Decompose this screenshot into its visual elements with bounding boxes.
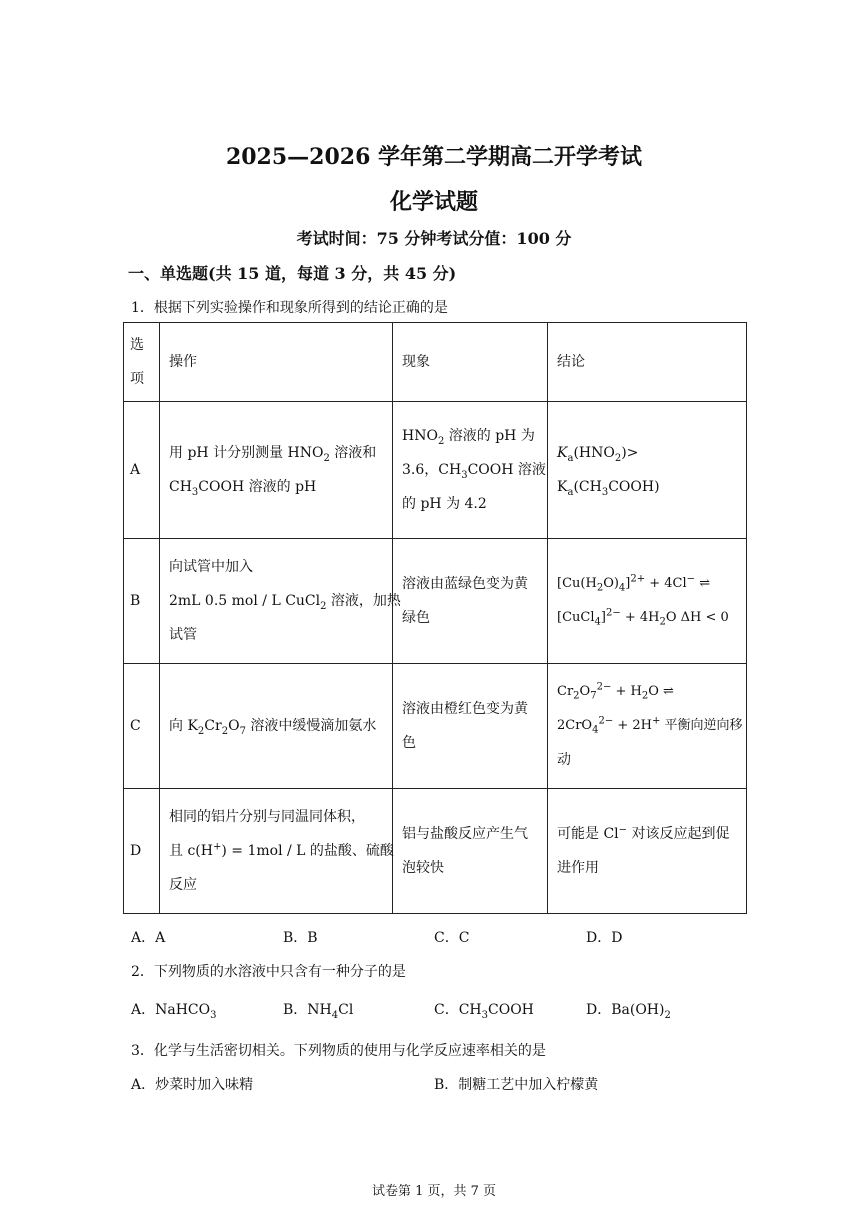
header-conclusion: 结论: [548, 323, 747, 402]
header-option: 选 项: [124, 323, 160, 402]
exam-info: 考试时间：75 分钟考试分值：100 分: [296, 229, 572, 248]
q2-option-a[interactable]: A．NaHCO$_3$: [131, 1002, 217, 1021]
row-phenomenon: 铝与盐酸反应产生气 泡较快: [393, 789, 548, 914]
page-footer: 试卷第 1 页，共 7 页: [371, 1184, 497, 1199]
table-header-row: [124, 323, 747, 402]
question-3-stem: 3．化学与生活密切相关。下列物质的使用与化学反应速率相关的是: [131, 1043, 546, 1059]
q1-option-c[interactable]: C．C: [434, 930, 470, 946]
row-conclusion: $Cr_2O_7^{2-} + H_2O$ ⇌ 2CrO$_4^{2-}$ + 2H+ 平衡向逆向移 动: [548, 664, 747, 789]
subject-title: 化学试题: [389, 189, 478, 215]
row-conclusion: $[Cu(H_2O)_4]^{2+} + 4Cl^-$ ⇌ [CuCl$_4$]$^{2-}$ + $4H_2O$ ΔH < 0: [548, 539, 747, 664]
row-label: B: [124, 539, 160, 664]
row-conclusion: $K_a(HNO_2)>$ $K_a(CH_3COOH)$: [548, 402, 747, 539]
exam-title: 2025—2026 学年第二学期高二开学考试: [225, 144, 643, 170]
q1-option-d[interactable]: D．D: [586, 930, 623, 946]
row-operation: 向 $K_2Cr_2O_7$ 溶液中缓慢滴加氨水: [160, 664, 393, 789]
q1-option-b[interactable]: B．B: [283, 930, 318, 946]
experiment-table: [123, 322, 747, 914]
header-phenomenon: 现象: [393, 323, 548, 402]
table-row: [124, 664, 747, 789]
row-phenomenon: 溶液由橙红色变为黄 色: [393, 664, 548, 789]
row-operation: 向试管中加入 2mL 0.5 mol / L CuCl$_2$ 溶液，加热 试管: [160, 539, 393, 664]
q3-option-b[interactable]: B．制糖工艺中加入柠檬黄: [434, 1077, 599, 1093]
row-operation: 用 pH 计分别测量 $HNO_2$ 溶液和 $CH_3COOH$ 溶液的 pH: [160, 402, 393, 539]
q2-option-b[interactable]: B．$NH_4Cl$: [283, 1002, 354, 1021]
q3-option-a[interactable]: A．炒菜时加入味精: [131, 1077, 254, 1093]
table-row: [124, 402, 747, 539]
row-operation: 相同的铝片分别与同温同体积， 且 c(H+) = 1mol / L 的盐酸、硫酸 反应: [160, 789, 393, 914]
header-operation: 操作: [160, 323, 393, 402]
row-label: C: [124, 664, 160, 789]
table-row: [124, 539, 747, 664]
section-heading: 一、单选题(共 15 道，每道 3 分，共 45 分): [128, 264, 457, 283]
row-conclusion: 可能是 Cl− 对该反应起到促 进作用: [548, 789, 747, 914]
q2-option-d[interactable]: D．$Ba(OH)_2$: [586, 1002, 671, 1021]
table-row: [124, 789, 747, 914]
question-2-stem: 2．下列物质的水溶液中只含有一种分子的是: [131, 964, 406, 980]
question-1-stem: 1．根据下列实验操作和现象所得到的结论正确的是: [131, 300, 448, 316]
row-phenomenon: $HNO_2$ 溶液的 pH 为 3.6，$CH_3COOH$ 溶液 的 pH 为 4.2: [393, 402, 548, 539]
row-label: A: [124, 402, 160, 539]
q2-option-c[interactable]: C．$CH_3COOH$: [434, 1002, 534, 1021]
q1-option-a[interactable]: A．A: [131, 930, 166, 946]
row-phenomenon: 溶液由蓝绿色变为黄 绿色: [393, 539, 548, 664]
row-label: D: [124, 789, 160, 914]
